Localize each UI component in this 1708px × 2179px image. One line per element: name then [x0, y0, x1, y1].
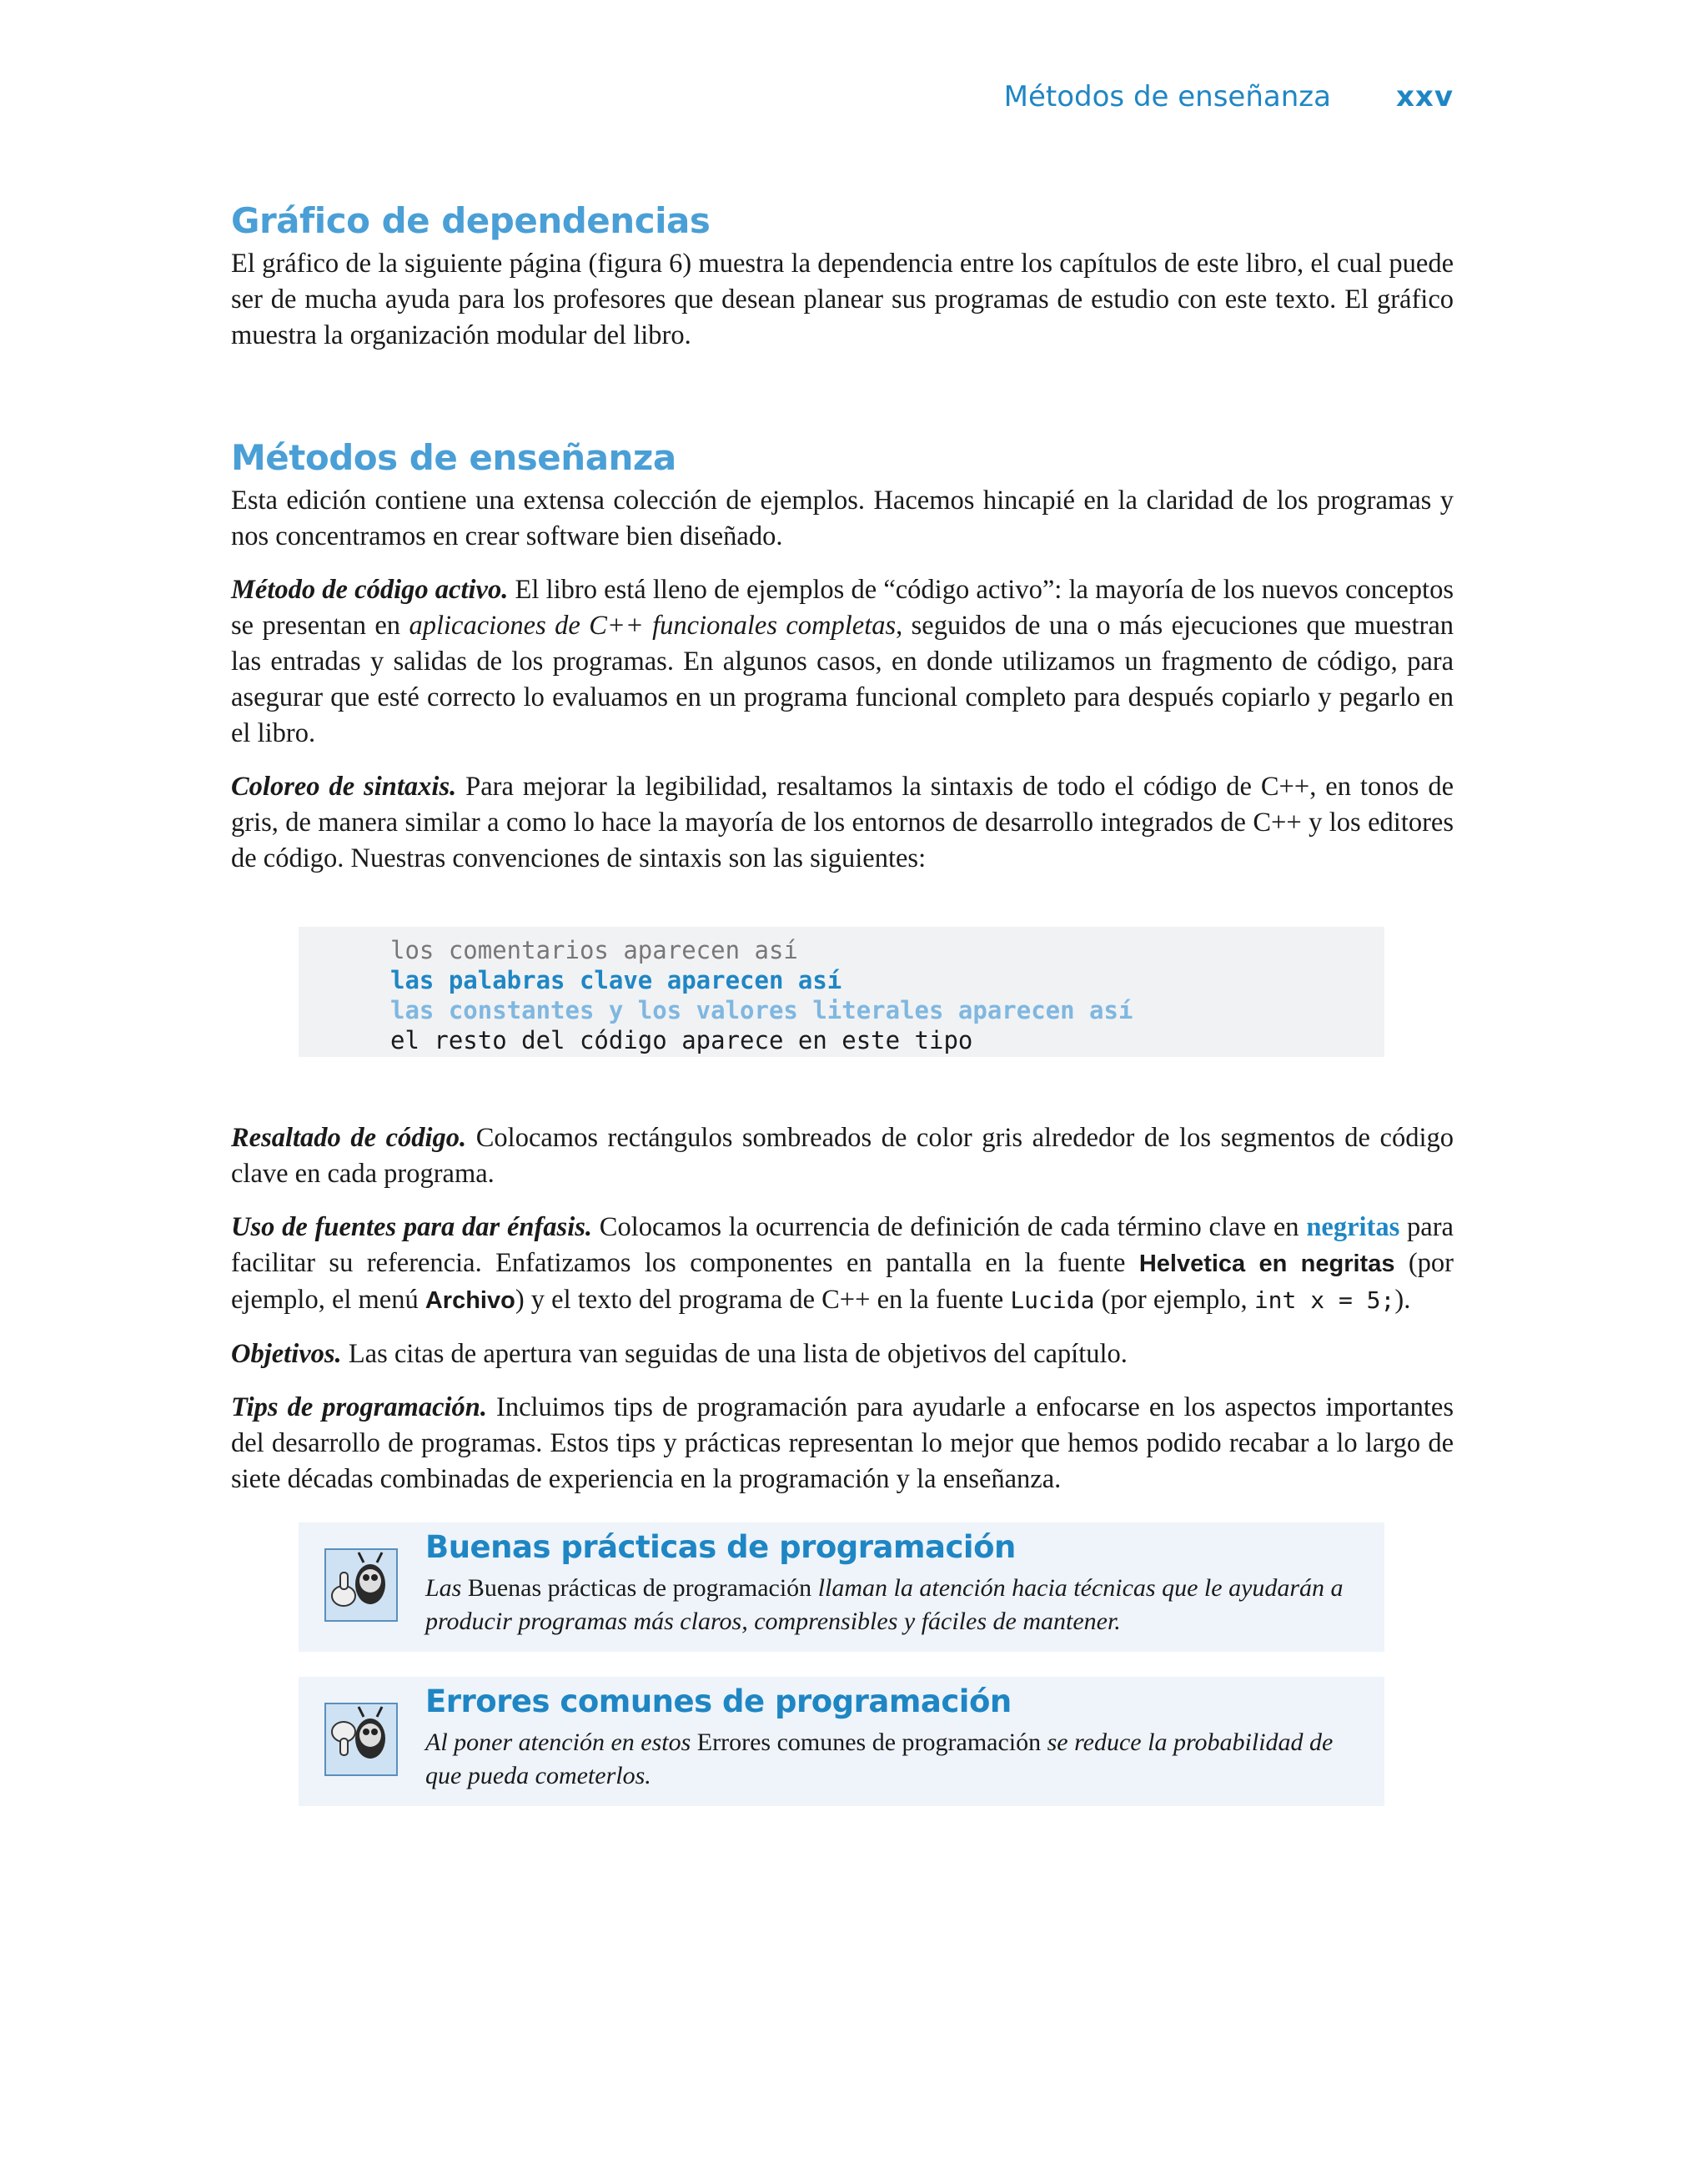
paragraph-highlight: Resaltado de código. Colocamos rectángulos sombreados de color gris alrededor de los segmentos de código clave en cada programa.	[231, 1123, 1454, 1189]
paragraph-intro: Esta edición contiene una extensa colección de ejemplos. Hacemos hincapié en la claridad de los programas y nos concentramos en crear software bien diseñado.	[231, 486, 1454, 551]
run-in-heading: Coloreo de sintaxis.	[231, 772, 457, 802]
paragraph-objectives: Objetivos. Las citas de apertura van seguidas de una lista de objetivos del capítulo.	[231, 1339, 1128, 1369]
paragraph: El gráfico de la siguiente página (figura 6) muestra la dependencia entre los capítulos de este libro, el cual puede ser de mucha ayuda para los profesores que desean planear sus programas de estudio con este texto. El gráfico muestra la organización modular del libro.	[231, 249, 1454, 350]
good-practice-box	[299, 1522, 1384, 1652]
code-line-comment: los comentarios aparecen así	[390, 936, 798, 964]
key-term: negritas	[1306, 1212, 1400, 1242]
code-sample-box	[299, 927, 1384, 1057]
thumbs-down-bug-icon	[324, 1702, 399, 1777]
paragraph-live-code: Método de código activo. El libro está lleno de ejemplos de “código activo”: la mayoría de los nuevos conceptos se presentan en aplicaciones de C++ funcionales completas, seguidos de una o más ejecuciones que muestran las entradas y salidas de los programas. En algunos casos, en donde utilizamos un fragmento de código, para asegurar que esté correcto lo evaluamos en un programa funcional completo para después copiarlo y pegarlo en el libro.	[231, 575, 1454, 748]
code-sample-inline: int x = 5;	[1253, 1286, 1395, 1314]
tip-title: Buenas prácticas de programación	[425, 1529, 1016, 1565]
page-number: xxv	[1395, 80, 1454, 113]
section-heading: Métodos de enseñanza	[231, 437, 676, 478]
code-line-keyword: las palabras clave aparecen así	[390, 966, 842, 994]
run-in-heading: Tips de programación.	[231, 1392, 487, 1422]
page-body	[231, 200, 1454, 2119]
tip-title: Errores comunes de programación	[425, 1683, 1012, 1719]
common-errors-box	[299, 1677, 1384, 1806]
run-in-heading: Uso de fuentes para dar énfasis.	[231, 1212, 592, 1242]
paragraph-syntax: Coloreo de sintaxis. Para mejorar la legibilidad, resaltamos la sintaxis de todo el código de C++, en tonos de gris, de manera similar a como lo hace la mayoría de los entornos de desarrollo integrados de C++ y los editores de código. Nuestras convenciones de sintaxis son las siguientes:	[231, 772, 1454, 873]
helvetica-sample: Helvetica en negritas	[1138, 1251, 1395, 1277]
lucida-sample: Lucida	[1010, 1286, 1095, 1314]
run-in-heading: Resaltado de código.	[231, 1123, 467, 1153]
tip-text: Al poner atención en estos Errores comunes de programación se reduce la probabilidad de que pueda cometerlos.	[425, 1729, 1334, 1789]
run-in-heading: Objetivos.	[231, 1339, 342, 1369]
tip-text: Las Buenas prácticas de programación llaman la atención hacia técnicas que le ayudarán a producir programas más claros, comprensibles y fáciles de mantener.	[425, 1574, 1344, 1635]
code-line-rest: el resto del código aparece en este tipo	[390, 1026, 973, 1054]
section-dependency-chart	[231, 200, 1454, 354]
paragraph-fonts: Uso de fuentes para dar énfasis. Colocamos la ocurrencia de definición de cada término clave en negritas para facilitar su referencia. Enfatizamos los componentes en pantalla en la fuente Helvetica en negritas (por ejemplo, el menú Archivo) y el texto del programa de C++ en la fuente Lucida (por ejemplo, int x = 5;).	[231, 1212, 1454, 1315]
section-teaching-methods	[231, 437, 1454, 1806]
running-head	[0, 80, 1454, 113]
emphasis: aplicaciones de C++ funcionales completas	[409, 611, 897, 641]
run-in-heading: Método de código activo.	[231, 575, 509, 605]
running-head-title: Métodos de enseñanza	[1003, 80, 1331, 113]
code-line-literal: las constantes y los valores literales aparecen así	[390, 996, 1133, 1024]
thumbs-up-bug-icon	[324, 1547, 399, 1623]
section-heading: Gráfico de dependencias	[231, 200, 711, 241]
paragraph-tips: Tips de programación. Incluimos tips de programación para ayudarle a enfocarse en los aspectos importantes del desarrollo de programas. Estos tips y prácticas representan lo mejor que hemos podido recabar a lo largo de siete décadas combinadas de experiencia en la programación y la enseñanza.	[231, 1392, 1454, 1494]
archivo-sample: Archivo	[424, 1287, 515, 1314]
